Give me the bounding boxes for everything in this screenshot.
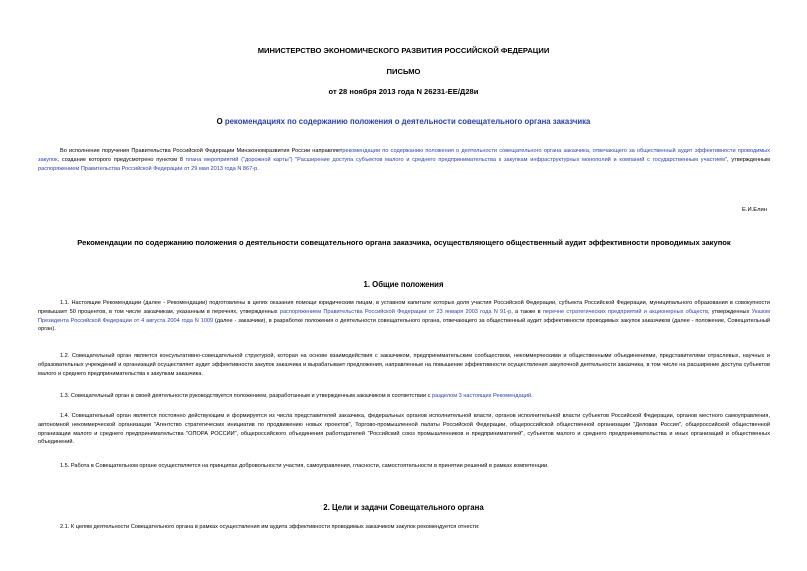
paragraph-1-3	[38, 392, 770, 401]
p11-text-4: (далее - заказчики), в разработке положения о деятельности совещательного органа, отвечающего за общественный аудит эффективности проводимых закупок заказчиков (далее - положение, Совещательный орган).	[38, 317, 770, 333]
p11-text-2: , а также в	[511, 308, 543, 315]
paragraph-1-1	[38, 299, 770, 334]
intro-text-4: .	[257, 165, 259, 172]
government-order-link[interactable]: распоряжением Правительства Российской Федерации от 29 мая 2013 года N 867-р	[38, 165, 258, 172]
document-subject	[0, 117, 807, 126]
recommendations-title: Рекомендации по содержанию положения о деятельности совещательного органа заказчика, осуществляющего общественный аудит эффективности проводимых закупок	[77, 238, 731, 247]
p21-text: 2.1. К целям деятельности Совещательного органа в рамках осуществления им аудита эффективности проводимых заказчиком закупок рекомендуется отнести:	[60, 524, 480, 530]
p15-text: 1.5. Работа в Совещательном органе осуществляется на принципах добровольности участия, самоуправления, гласности, самостоятельности в принятии решений в рамках компетенции.	[60, 463, 549, 469]
paragraph-1-5	[38, 462, 770, 471]
p11-text-3: , утвержденных	[707, 308, 752, 315]
roadmap-link[interactable]: плана мероприятий ("дорожной карты") "Расширение доступа субъектов малого и среднего предпринимательства к закупкам инфраструктурных монополий и компаний с государственным участием"	[185, 156, 728, 163]
p12-text: 1.2. Совещательный орган является консультативно-совещательной структурой, которая на основе взаимодействия с заказчиком, предпринимательским сообществом, некоммерческими и общественными объединениями, представителями отраслевых, научных и образовательных учреждений и организаций осуществляет аудит эффективности закупок заказчика и вырабатывает предложения, направленные на повышение эффективности осуществления закупочной деятельности заказчика, в том числе на расширение доступа субъектов малого и среднего предпринимательства к закупкам заказчика.	[38, 353, 770, 377]
section-1-title: 1. Общие положения	[363, 280, 444, 289]
subject-link[interactable]: рекомендациях по содержанию положения о деятельности совещательного органа заказчика	[224, 117, 591, 126]
presidential-decree-link[interactable]: Указом Президента Российской Федерации от 4 августа 2004 года N 1009	[38, 308, 771, 324]
signer-name: Е.И.Елин	[742, 207, 767, 213]
document-type: ПИСЬМО	[386, 67, 421, 76]
intro-text-1: Во исполнение поручения Правительства Российской Федерации Минэкономразвития России направляет	[60, 148, 343, 154]
recommendations-link[interactable]: рекомендации по содержанию положения о деятельности совещательного органа заказчика, отвечающего за общественный аудит эффективности проводимых закупок	[38, 148, 770, 163]
section-2-title: 2. Цели и задачи Совещательного органа	[323, 503, 484, 512]
paragraph-1-2	[38, 352, 770, 378]
p13-text-1: 1.3. Совещательный орган в своей деятельности руководствуется положением, разработанным и утвержденным заказчиком в соответствии с	[60, 393, 433, 399]
paragraph-2-1	[38, 523, 770, 532]
ministry-heading: МИНИСТЕРСТВО ЭКОНОМИЧЕСКОГО РАЗВИТИЯ РОССИЙСКОЙ ФЕДЕРАЦИИ	[257, 46, 550, 55]
strategic-enterprises-link[interactable]: перечне стратегических предприятий и акционерных обществ	[542, 308, 708, 315]
section-3-link[interactable]: разделом 3 настоящих Рекомендаций	[432, 393, 532, 399]
intro-paragraph	[38, 147, 770, 173]
order-91r-link[interactable]: распоряжением Правительства Российской Федерации от 23 января 2003 года N 91-р	[279, 308, 512, 315]
document-date-number: от 28 ноября 2013 года N 26231-ЕЕ/Д28и	[328, 87, 479, 96]
p11-text-1: 1.1. Настоящие Рекомендации (далее - Рекомендации) подготовлены в целях оказания помощи юридическим лицам, в уставном капитале которых доля участия Российской Федерации, субъекта Российской Федерации, муниципального образования в совокупности превышает 50 процентов, в том числе заказчикам, указанным в перечнях, утвержденных	[38, 300, 770, 315]
intro-text-2: , создание которого предусмотрено пунктом 8	[57, 156, 186, 163]
p13-text-2: .	[531, 393, 533, 399]
subject-prefix: О	[216, 117, 225, 126]
p14-text: 1.4. Совещательный орган является постоянно действующим и формируется из числа представителей заказчика, федеральных органов исполнительной власти, органов исполнительной власти субъектов Российской Федерации, органов местного самоуправления, автономной некоммерческой организации "Агентство стратегических инициатив по продвижению новых проектов", Торгово-промышленной палаты Российской Федерации, общероссийской общественной организации "Деловая Россия", общероссийской общественной организации малого и среднего предпринимательства "ОПОРА РОССИИ", общероссийского объединения работодателей "Российский союз промышленников и предпринимателей", субъектов малого и среднего предпринимательства и иных организаций и общественных объединений.	[38, 413, 770, 446]
intro-text-3: , утвержденным	[727, 156, 770, 163]
paragraph-1-4	[38, 412, 770, 447]
